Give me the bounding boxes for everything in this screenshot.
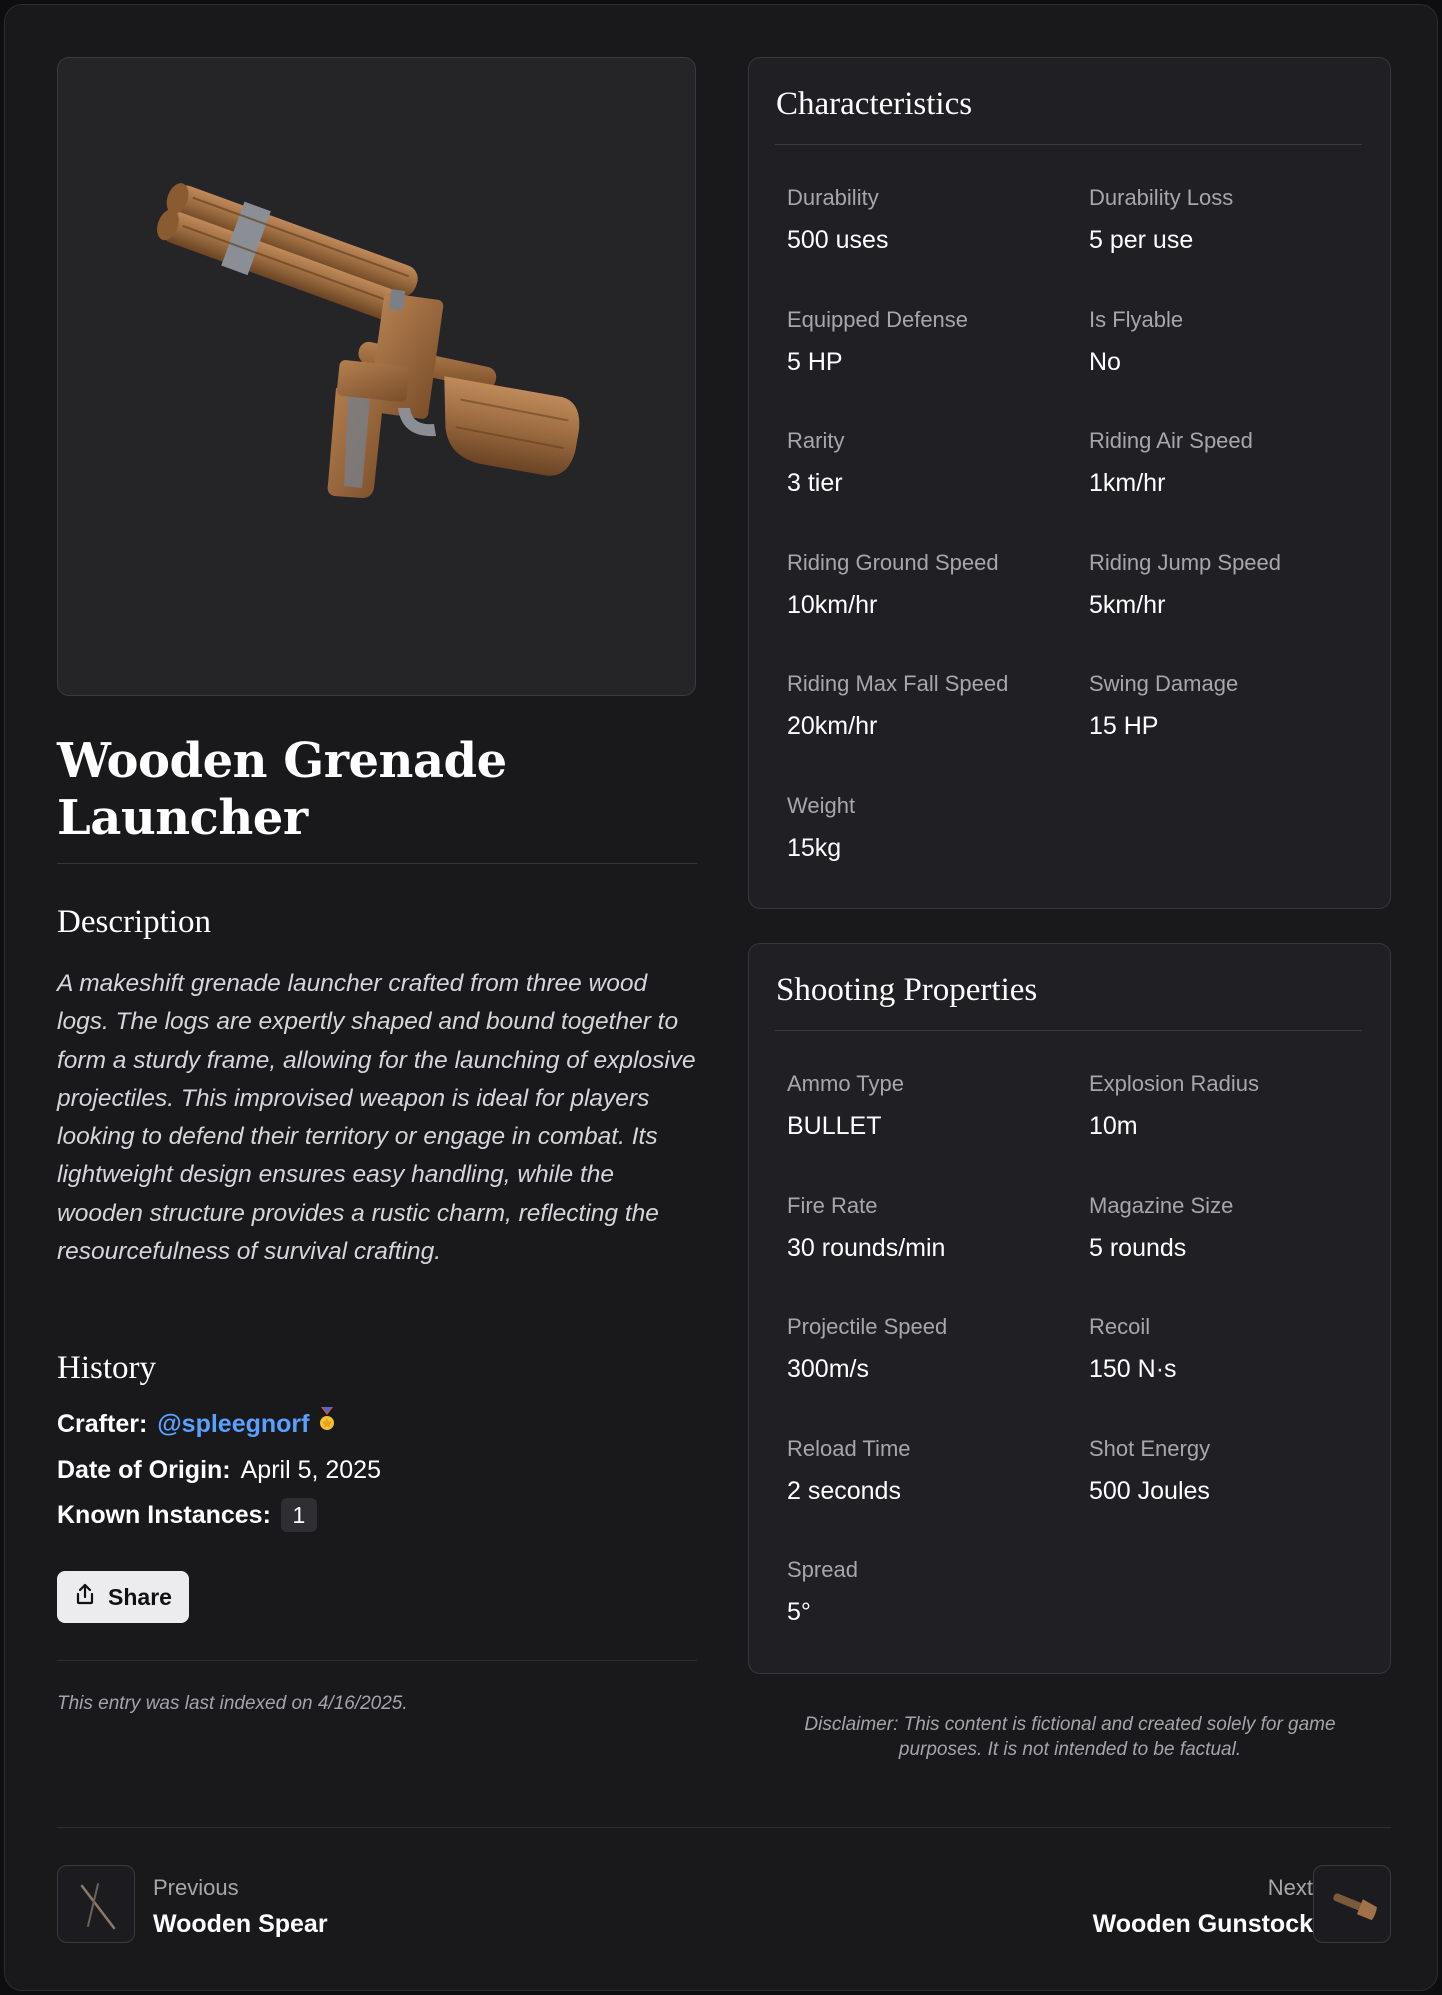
prop-label: Riding Max Fall Speed	[787, 671, 1009, 696]
description-heading: Description	[57, 904, 211, 940]
prop-recoil	[1089, 1312, 1369, 1386]
prop-value: 150 N·s	[1089, 1355, 1177, 1383]
index-note: This entry was last indexed on 4/16/2025.	[57, 1693, 408, 1714]
prop-value: 30 rounds/min	[787, 1234, 946, 1262]
next-item-thumbnail[interactable]	[1313, 1865, 1391, 1943]
prop-label: Recoil	[1089, 1314, 1151, 1339]
prop-value: 15 HP	[1089, 712, 1159, 740]
prop-value: 10m	[1089, 1112, 1138, 1140]
item-image-card	[57, 57, 696, 696]
prop-value: No	[1089, 348, 1121, 376]
prop-label: Durability Loss	[1089, 185, 1234, 210]
characteristics-divider	[775, 144, 1362, 145]
prop-value: 2 seconds	[787, 1477, 901, 1505]
prop-label: Reload Time	[787, 1436, 911, 1461]
prop-value: 500 Joules	[1089, 1477, 1210, 1505]
item-detail-page	[4, 4, 1438, 1991]
prop-fire-rate	[787, 1191, 1067, 1265]
next-item-link[interactable]	[1093, 1873, 1313, 1941]
date-label: Date of Origin:	[57, 1456, 231, 1484]
prop-weight	[787, 791, 1067, 865]
previous-item-link[interactable]	[153, 1873, 328, 1941]
page-title: Wooden Grenade Launcher	[57, 733, 507, 846]
date-value: April 5, 2025	[240, 1456, 381, 1484]
prop-riding-ground-speed	[787, 548, 1067, 622]
prop-label: Spread	[787, 1557, 858, 1582]
prop-value: 500 uses	[787, 226, 889, 254]
prop-is-flyable	[1089, 305, 1369, 379]
prop-label: Swing Damage	[1089, 671, 1239, 696]
nav-divider	[57, 1827, 1391, 1828]
next-caption: Next	[1267, 1875, 1313, 1900]
shooting-title: Shooting Properties	[776, 972, 1038, 1008]
prop-value: 5°	[787, 1598, 811, 1626]
shooting-properties-card	[748, 943, 1391, 1674]
prop-value: BULLET	[787, 1112, 882, 1140]
prop-value: 5km/hr	[1089, 591, 1166, 619]
prop-equipped-defense	[787, 305, 1067, 379]
disclaimer: Disclaimer: This content is fictional and created solely for game purposes. It is not intended to be factual.	[804, 1714, 1336, 1760]
date-of-origin-row	[57, 1452, 381, 1488]
prop-label: Is Flyable	[1089, 307, 1184, 332]
prop-reload-time	[787, 1434, 1067, 1508]
prop-label: Fire Rate	[787, 1193, 878, 1218]
prop-label: Magazine Size	[1089, 1193, 1234, 1218]
instances-badge: 1	[281, 1498, 317, 1532]
prop-magazine-size	[1089, 1191, 1369, 1265]
prop-value: 300m/s	[787, 1355, 869, 1383]
share-button[interactable]	[57, 1571, 189, 1623]
prop-value: 10km/hr	[787, 591, 878, 619]
previous-caption: Previous	[153, 1875, 239, 1900]
prop-value: 20km/hr	[787, 712, 878, 740]
prop-value: 5 rounds	[1089, 1234, 1187, 1262]
shooting-divider	[775, 1030, 1362, 1031]
prop-label: Riding Air Speed	[1089, 428, 1253, 453]
prop-label: Explosion Radius	[1089, 1071, 1259, 1096]
footer-divider	[57, 1660, 697, 1661]
prop-shot-energy	[1089, 1434, 1369, 1508]
prop-label: Riding Ground Speed	[787, 550, 999, 575]
prop-label: Ammo Type	[787, 1071, 904, 1096]
crafter-row	[57, 1406, 337, 1442]
characteristics-title: Characteristics	[776, 86, 973, 122]
prop-durability-loss	[1089, 183, 1369, 257]
prop-label: Durability	[787, 185, 879, 210]
prop-riding-max-fall-speed	[787, 669, 1067, 743]
wooden-spear-thumbnail	[58, 1866, 136, 1944]
instances-label: Known Instances:	[57, 1501, 271, 1529]
prop-value: 1km/hr	[1089, 469, 1166, 497]
prop-spread	[787, 1555, 1067, 1629]
prop-value: 5 HP	[787, 348, 843, 376]
history-heading: History	[57, 1350, 156, 1386]
prop-label: Shot Energy	[1089, 1436, 1211, 1461]
prop-riding-air-speed	[1089, 426, 1369, 500]
share-label: Share	[108, 1583, 172, 1610]
prop-value: 5 per use	[1089, 226, 1194, 254]
previous-item-name: Wooden Spear	[153, 1910, 328, 1938]
characteristics-card	[748, 57, 1391, 909]
wooden-grenade-launcher-image	[58, 58, 697, 697]
prop-label: Riding Jump Speed	[1089, 550, 1282, 575]
prop-ammo-type	[787, 1069, 1067, 1143]
prev-item-thumbnail[interactable]	[57, 1865, 135, 1943]
title-divider	[57, 863, 697, 864]
prop-riding-jump-speed	[1089, 548, 1369, 622]
prop-durability	[787, 183, 1067, 257]
prop-value: 15kg	[787, 834, 842, 862]
prop-value: 3 tier	[787, 469, 843, 497]
prop-swing-damage	[1089, 669, 1369, 743]
wooden-gunstock-thumbnail	[1314, 1866, 1392, 1944]
prop-label: Projectile Speed	[787, 1314, 948, 1339]
prop-label: Rarity	[787, 428, 845, 453]
prop-label: Equipped Defense	[787, 307, 969, 332]
crafter-label: Crafter:	[57, 1410, 148, 1438]
known-instances-row	[57, 1497, 317, 1533]
next-item-name: Wooden Gunstock	[1092, 1910, 1313, 1938]
medal-icon	[317, 1407, 337, 1443]
prop-explosion-radius	[1089, 1069, 1369, 1143]
prop-projectile-speed	[787, 1312, 1067, 1386]
prop-rarity	[787, 426, 1067, 500]
share-icon	[74, 1582, 96, 1612]
prop-label: Weight	[787, 793, 856, 818]
description-text: A makeshift grenade launcher crafted from three wood logs. The logs are expertly shaped and bound together to form a sturdy frame, allowing for the launching of explosive projectiles. This improvised weapon is ideal for players looking to defend their territory or engage in combat. Its lightweight design ensures easy handling, while the wooden structure provides a rustic charm, reflecting the resourcefulness of survival crafting.	[57, 970, 696, 1266]
crafter-link[interactable]: @spleegnorf	[157, 1410, 310, 1438]
